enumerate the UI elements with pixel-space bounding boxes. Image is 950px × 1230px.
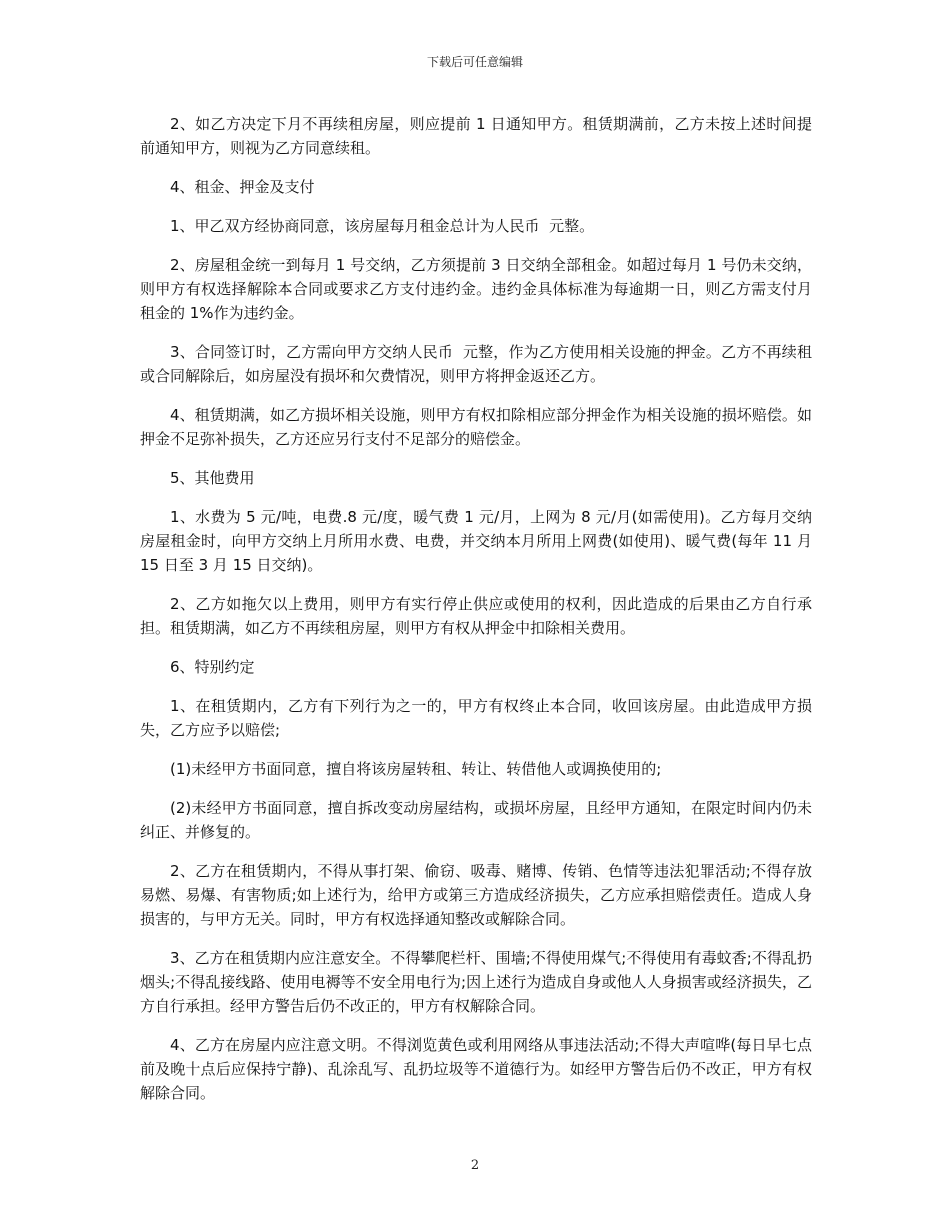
- paragraph-item-1: (1)未经甲方书面同意，擅自将该房屋转租、转让、转借他人或调换使用的;: [170, 760, 662, 778]
- paragraph-illegal-activities: 2、乙方在租赁期内，不得从事打架、偷窃、吸毒、赌博、传销、色情等违法犯罪活动;不得存放易燃、易爆、有害物质;如上述行为，给甲方或第三方造成经济损失，乙方应承担赔偿责任。造成人身损害的，与甲方无关。同时，甲方有权选择通知整改或解除合同。: [140, 862, 812, 928]
- paragraph-civility: 4、乙方在房屋内应注意文明。不得浏览黄色或利用网络从事违法活动;不得大声喧哗(每日早七点前及晚十点后应保持宁静)、乱涂乱写、乱扔垃圾等不道德行为。如经甲方警告后仍不改正，甲方有权解除合同。: [140, 1036, 812, 1102]
- paragraph-safety: 3、乙方在租赁期内应注意安全。不得攀爬栏杆、围墙;不得使用煤气;不得使用有毒蚊香;不得乱扔烟头;不得乱接线路、使用电褥等不安全用电行为;因上述行为造成自身或他人人身损害或经济损失，乙方自行承担。经甲方警告后仍不改正的，甲方有权解除合同。: [140, 949, 812, 1015]
- page-header: 下载后可任意编辑: [426, 55, 523, 69]
- page-number: 2: [470, 1158, 480, 1173]
- paragraph-renewal-notice: 2、如乙方决定下月不再续租房屋，则应提前 1 日通知甲方。租赁期满前，乙方未按上述时间提前通知甲方，则视为乙方同意续租。: [140, 115, 812, 157]
- section-heading-rent-deposit: 4、租金、押金及支付: [170, 178, 315, 196]
- section-heading-special-terms: 6、特别约定: [170, 658, 255, 676]
- paragraph-deposit: 3、合同签订时，乙方需向甲方交纳人民币 元整，作为乙方使用相关设施的押金。乙方不再续租或合同解除后，如房屋没有损坏和欠费情况，则甲方将押金返还乙方。: [140, 343, 812, 385]
- paragraph-arrears: 2、乙方如拖欠以上费用，则甲方有实行停止供应或使用的权利，因此造成的后果由乙方自行承担。租赁期满，如乙方不再续租房屋，则甲方有权从押金中扣除相关费用。: [140, 595, 812, 637]
- paragraph-utility-fees: 1、水费为 5 元/吨，电费.8 元/度，暖气费 1 元/月，上网为 8 元/月(如需使用)。乙方每月交纳房屋租金时，向甲方交纳上月所用水费、电费，并交纳本月所用上网费(如使用)、暖气费(每年 11 月 15 日至 3 月 15 日交纳)。: [140, 508, 817, 574]
- paragraph-rent-payment: 2、房屋租金统一到每月 1 号交纳，乙方须提前 3 日交纳全部租金。如超过每月 1 号仍未交纳，则甲方有权选择解除本合同或要求乙方支付违约金。违约金具体标准为每逾期一日，则乙方需支付月租金的 1%作为违约金。: [140, 256, 812, 322]
- paragraph-monthly-rent: 1、甲乙双方经协商同意，该房屋每月租金总计为人民币 元整。: [170, 217, 595, 235]
- document-body: [140, 112, 817, 1120]
- paragraph-termination: 1、在租赁期内，乙方有下列行为之一的，甲方有权终止本合同，收回该房屋。由此造成甲方损失，乙方应予以赔偿;: [140, 697, 812, 739]
- section-heading-other-fees: 5、其他费用: [170, 469, 255, 487]
- paragraph-item-2: (2)未经甲方书面同意，擅自拆改变动房屋结构，或损坏房屋，且经甲方通知，在限定时间内仍未纠正、并修复的。: [140, 799, 812, 841]
- paragraph-damage-compensation: 4、租赁期满，如乙方损坏相关设施，则甲方有权扣除相应部分押金作为相关设施的损坏赔偿。如押金不足弥补损失，乙方还应另行支付不足部分的赔偿金。: [140, 406, 812, 448]
